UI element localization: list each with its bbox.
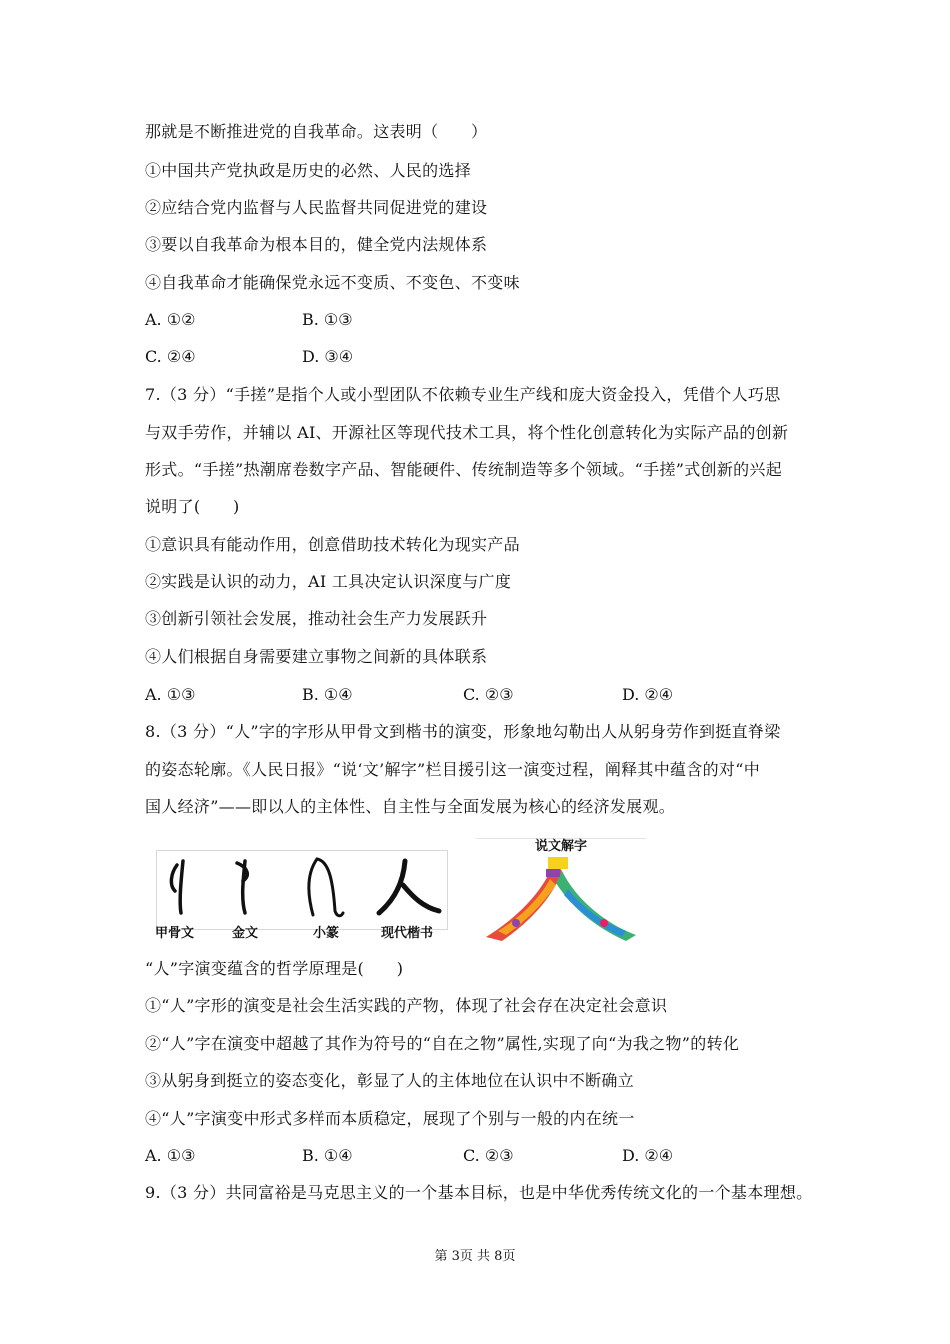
q8-statement-4: ④“人”字演变中形式多样而本质稳定，展现了个别与一般的内在统一 [145,1109,635,1128]
character-evolution-figure [156,850,448,930]
q7-option-c: C. ②③ [463,685,514,704]
q8-option-a: A. ①③ [145,1146,196,1165]
q8-option-c: C. ②③ [463,1146,514,1165]
q7-option-d: D. ②④ [622,685,674,704]
q8-statement-2: ②“人”字在演变中超越了其作为符号的“自在之物”属性,实现了向“为我之物”的转化 [145,1034,740,1053]
page-number-footer: 第 3页 共 8页 [434,1249,516,1264]
q8-statement-1: ①“人”字形的演变是社会生活实践的产物，体现了社会存在决定社会意识 [145,996,668,1015]
q6-option-c: C. ②④ [145,347,196,366]
q9-stem-line-1: 9.（3 分）共同富裕是马克思主义的一个基本目标，也是中华优秀传统文化的一个基本理想。 [145,1183,813,1202]
q7-stem-line-3: 形式。“手搓”热潮席卷数字产品、智能硬件、传统制造等多个领域。“手搓”式创新的兴起 [145,460,783,479]
ren-dot-1 [512,919,520,927]
q7-option-a: A. ①③ [145,685,196,704]
caption-small-seal: 小篆 [313,926,340,941]
q6-option-a: A. ①② [145,310,196,329]
q8-stem-line-1: 8.（3 分）“人”字的字形从甲骨文到楷书的演变，形象地勾勒出人从躬身劳作到挺直脊梁 [145,722,781,741]
caption-bronze: 金文 [232,926,259,941]
caption-modern-regular: 现代楷书 [381,926,434,941]
ren-character-illustration [476,839,646,941]
figure-title: 说文解字 [534,839,587,854]
q7-statement-4: ④人们根据自身需要建立事物之间新的具体联系 [145,647,488,666]
q6-stem-line: 那就是不断推进党的自我革命。这表明（ ） [145,122,488,141]
shuowen-jiezi-figure [476,838,646,941]
caption-oracle-bone: 甲骨文 [155,926,195,941]
q6-statement-2: ②应结合党内监督与人民监督共同促进党的建设 [145,198,488,217]
q8-question: “人”字演变蕴含的哲学原理是( ) [145,959,404,978]
q8-statement-3: ③从躬身到挺立的姿态变化，彰显了人的主体地位在认识中不断确立 [145,1071,635,1090]
q8-stem-line-3: 国人经济”——即以人的主体性、自主性与全面发展为核心的经济发展观。 [145,797,676,816]
q7-stem-line-1: 7.（3 分）“手搓”是指个人或小型团队不依赖专业生产线和庞大资金投入，凭借个人巧思 [145,385,781,404]
q6-option-d: D. ③④ [302,347,354,366]
q8-option-b: B. ①④ [302,1146,353,1165]
small-seal-glyph [309,859,343,916]
oracle-bone-glyph [171,861,183,913]
q7-statement-1: ①意识具有能动作用，创意借助技术转化为现实产品 [145,535,520,554]
q8-stem-line-2: 的姿态轮廓。《人民日报》“说‘文’解字”栏目援引这一演变过程，阐释其中蕴含的对“中 [145,760,761,779]
q7-option-b: B. ①④ [302,685,353,704]
q6-option-b: B. ①③ [302,310,353,329]
bronze-glyph [237,861,247,913]
q8-option-d: D. ②④ [622,1146,674,1165]
modern-regular-glyph [379,861,439,913]
q6-statement-3: ③要以自我革命为根本目的，健全党内法规体系 [145,235,488,254]
q7-stem-line-2: 与双手劳作，并辅以 AI、开源社区等现代技术工具，将个性化创意转化为实际产品的创新 [145,423,789,442]
ren-dot-2 [600,919,608,927]
q7-stem-line-4: 说明了( ) [145,497,240,516]
q7-statement-2: ②实践是认识的动力，AI 工具决定认识深度与广度 [145,572,512,591]
q7-statement-3: ③创新引领社会发展，推动社会生产力发展跃升 [145,609,488,628]
ren-top-block [548,857,568,869]
character-glyphs [157,851,447,929]
q6-statement-1: ①中国共产党执政是历史的必然、人民的选择 [145,161,472,180]
ren-chart-block [546,869,560,877]
q6-statement-4: ④自我革命才能确保党永远不变质、不变色、不变味 [145,273,520,292]
